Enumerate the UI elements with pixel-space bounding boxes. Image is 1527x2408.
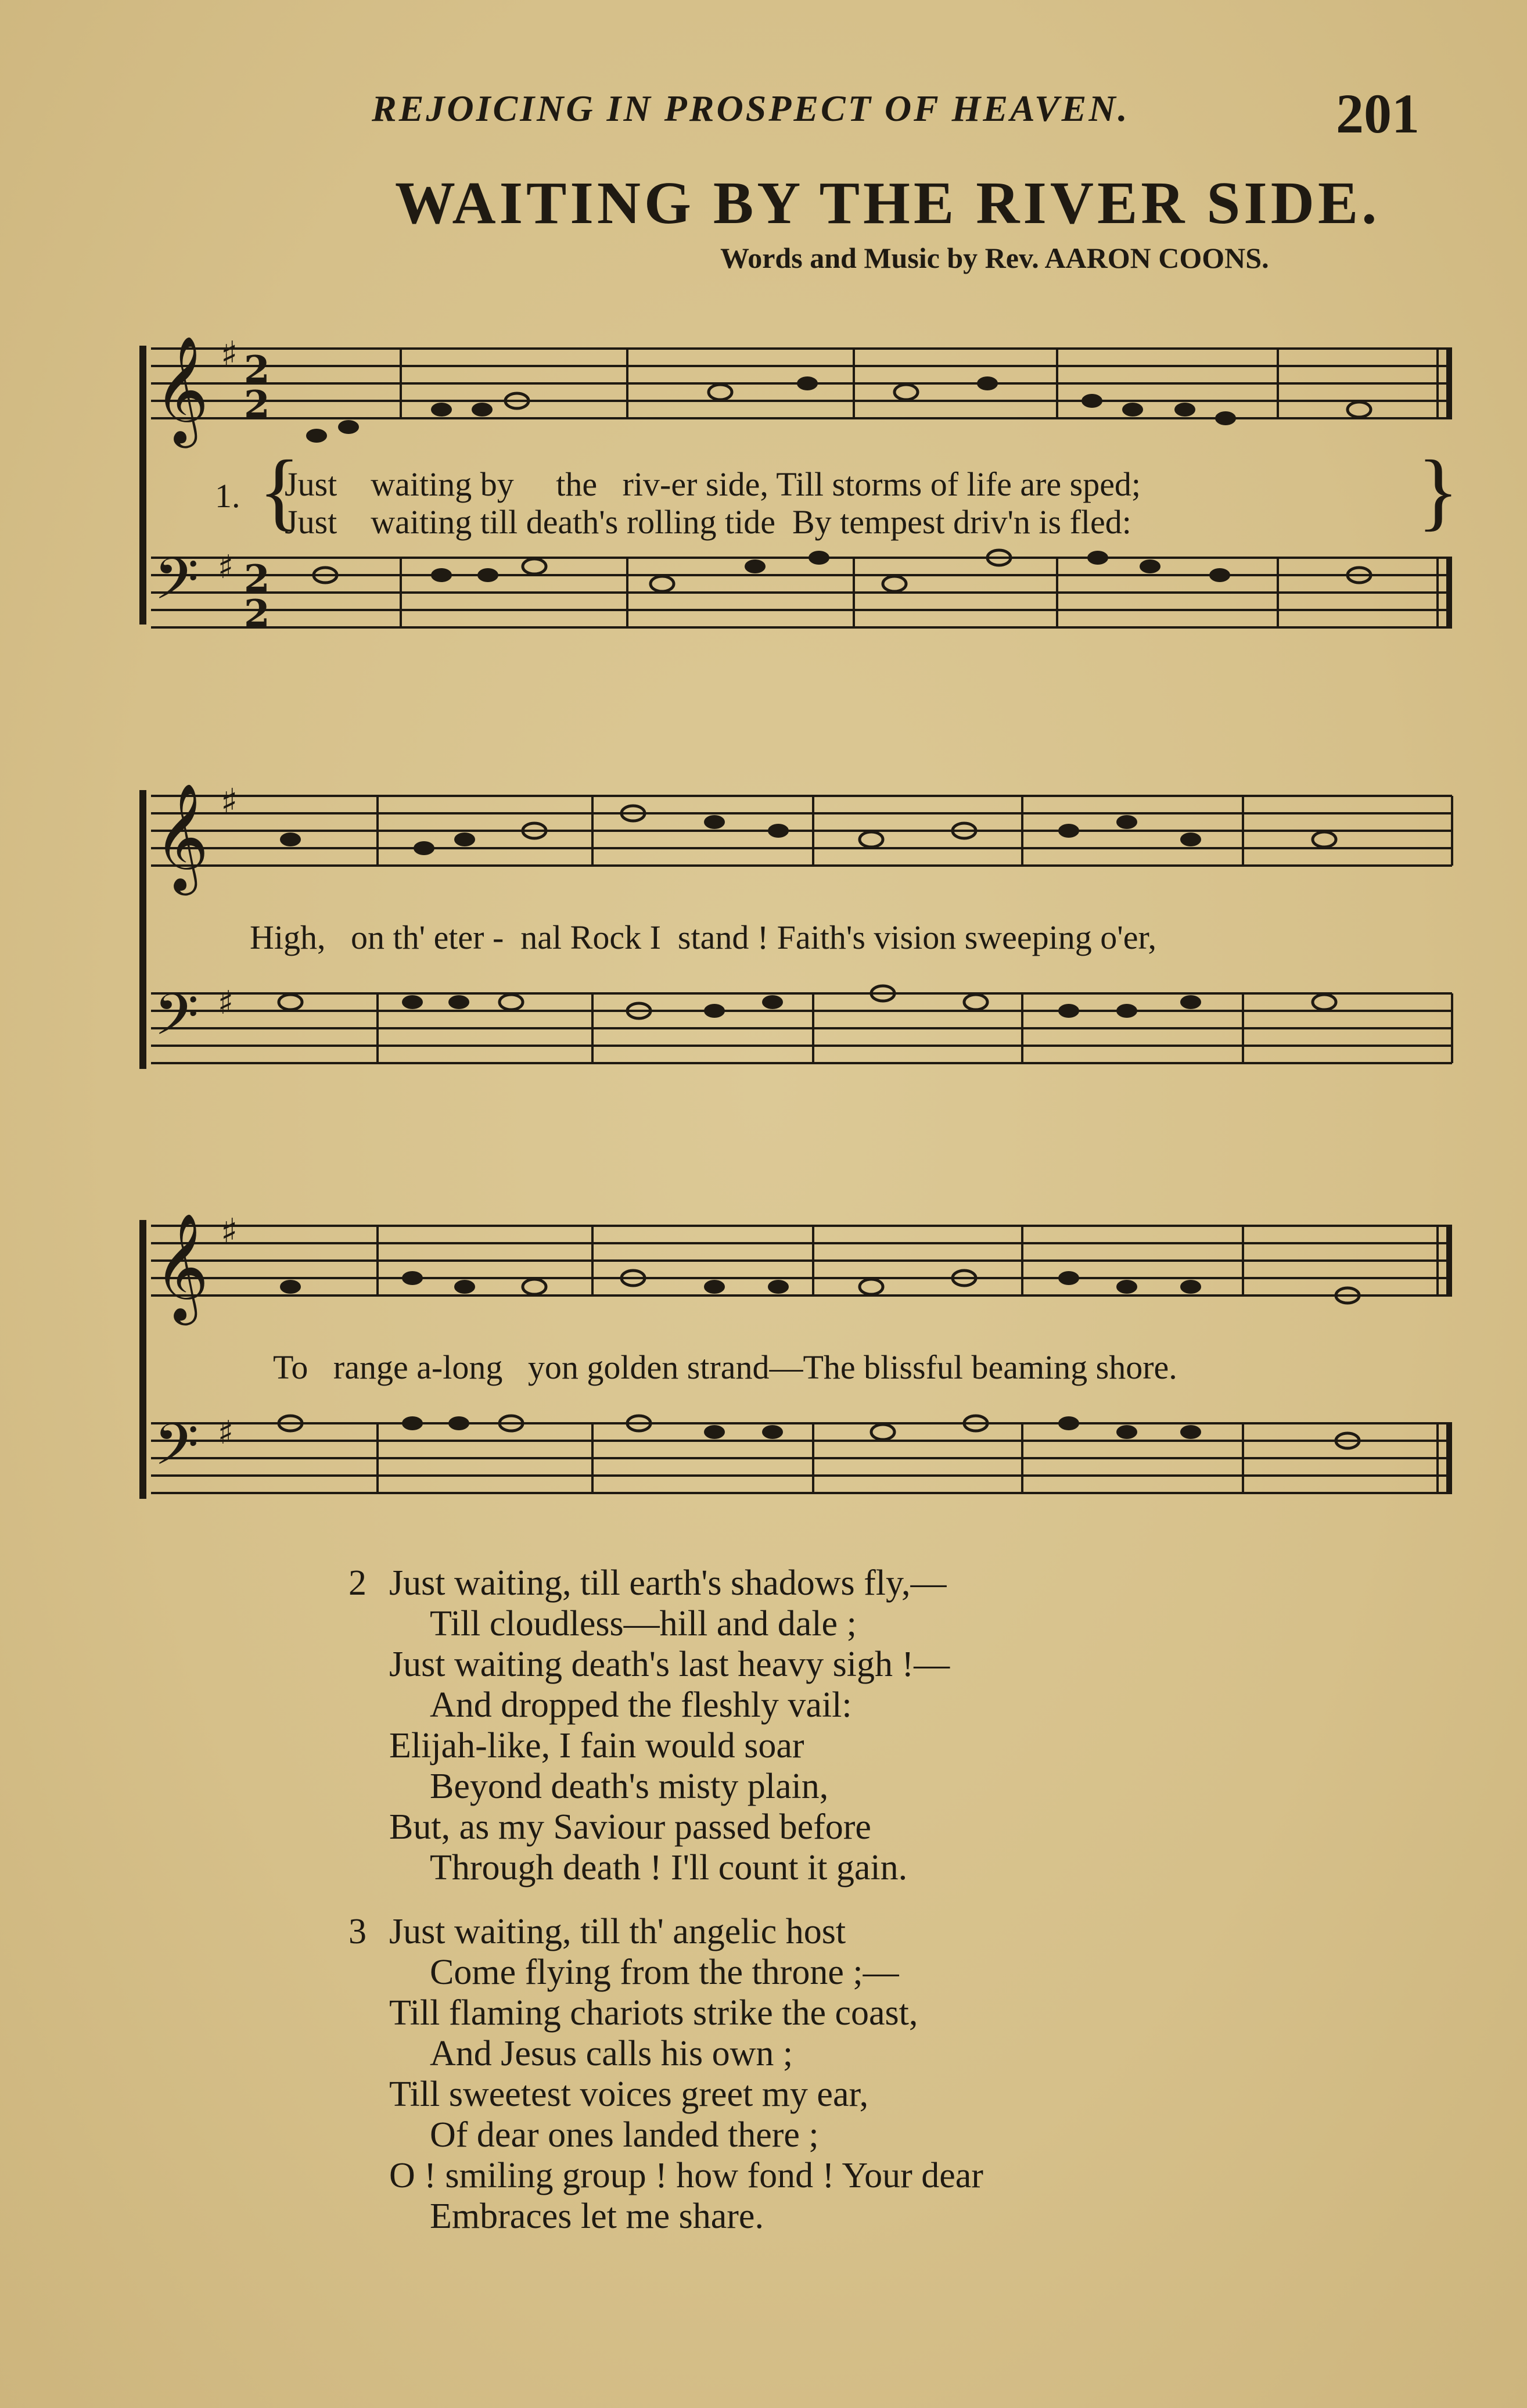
svg-text:2: 2 (244, 348, 270, 392)
additional-verses (348, 1563, 983, 2260)
stanza-number: 2 (348, 1563, 367, 1603)
svg-text:𝄢: 𝄢 (154, 546, 199, 627)
svg-text:♯: ♯ (218, 984, 234, 1022)
verse-line: Till cloudless—hill and dale ; (430, 1604, 857, 1643)
verse-line: Till sweetest voices greet my ear, (389, 2075, 869, 2114)
lyric-brace: { (258, 443, 300, 539)
verse-line: Just waiting death's last heavy sigh !— (389, 1645, 950, 1684)
treble-staff (139, 755, 1464, 906)
stanza-number: 3 (348, 1912, 367, 1951)
stanza-2 (348, 1563, 983, 1888)
page-number: 201 (1336, 82, 1420, 145)
running-head: REJOICING IN PROSPECT OF HEAVEN. (372, 88, 1130, 129)
verse-line: Through death ! I'll count it gain. (430, 1848, 908, 1887)
credit-line: Words and Music by Rev. AARON COONS. (720, 242, 1269, 274)
verse-line: 3 Just waiting, till th' angelic host (348, 1912, 846, 1951)
treble-staff (139, 1185, 1464, 1336)
music-system-1 (139, 273, 1464, 680)
svg-text:𝄞: 𝄞 (154, 1212, 209, 1320)
system-bracket (139, 346, 151, 741)
hymn-title: WAITING BY THE RIVER SIDE. (395, 170, 1381, 236)
verse-line: Embraces let me share. (430, 2197, 764, 2236)
svg-text:♯: ♯ (221, 334, 238, 375)
verse-line: O ! smiling group ! how fond ! Your dear (389, 2156, 983, 2195)
svg-text:𝄞: 𝄞 (154, 335, 209, 443)
svg-text:2: 2 (244, 592, 270, 636)
lyric-line-1b: Just waiting till death's rolling tide By tempest driv'n is fled: (285, 503, 1131, 541)
verse-line: And Jesus calls his own ; (430, 2034, 793, 2073)
verse-number: 1. (215, 477, 240, 515)
svg-text:𝄢: 𝄢 (154, 1412, 199, 1492)
lyric-line-1a: Just waiting by the riv-er side, Till storms of life are sped; (285, 465, 1141, 503)
bass-staff (139, 982, 1464, 1098)
system-bracket (139, 790, 151, 1115)
svg-text:♯: ♯ (218, 1414, 234, 1452)
verse-line: And dropped the fleshly vail: (430, 1685, 852, 1725)
svg-text:2: 2 (244, 383, 270, 426)
system-bracket (139, 1220, 151, 1545)
verse-line: Beyond death's misty plain, (430, 1767, 829, 1806)
music-system-2 (139, 744, 1464, 1104)
svg-text:♯: ♯ (221, 1211, 238, 1252)
svg-text:♯: ♯ (218, 548, 234, 586)
verse-line: Come flying from the throne ;— (430, 1953, 899, 1992)
music-system-3 (139, 1174, 1464, 1545)
lyric-line-2: High, on th' eter - nal Rock I stand ! Faith's vision sweeping o'er, (250, 918, 1156, 956)
treble-staff (139, 308, 1464, 471)
lyric-line-3: To range a-long yon golden strand—The blissful beaming shore. (273, 1348, 1177, 1386)
svg-text:𝄞: 𝄞 (154, 782, 209, 891)
svg-text:𝄢: 𝄢 (154, 982, 199, 1063)
verse-line: Till flaming chariots strike the coast, (389, 1993, 918, 2033)
verse-line: But, as my Saviour passed before (389, 1807, 871, 1847)
svg-text:2: 2 (244, 557, 270, 601)
bass-staff (139, 546, 1464, 674)
verse-line: Elijah-like, I fain would soar (389, 1726, 804, 1765)
lyric-brace-close: } (1417, 443, 1459, 539)
svg-text:♯: ♯ (221, 781, 238, 822)
verse-line: Of dear ones landed there ; (430, 2115, 819, 2155)
bass-staff (139, 1412, 1464, 1539)
verse-line: 2 Just waiting, till earth's shadows fly,— (348, 1563, 947, 1603)
stanza-3 (348, 1911, 983, 2237)
